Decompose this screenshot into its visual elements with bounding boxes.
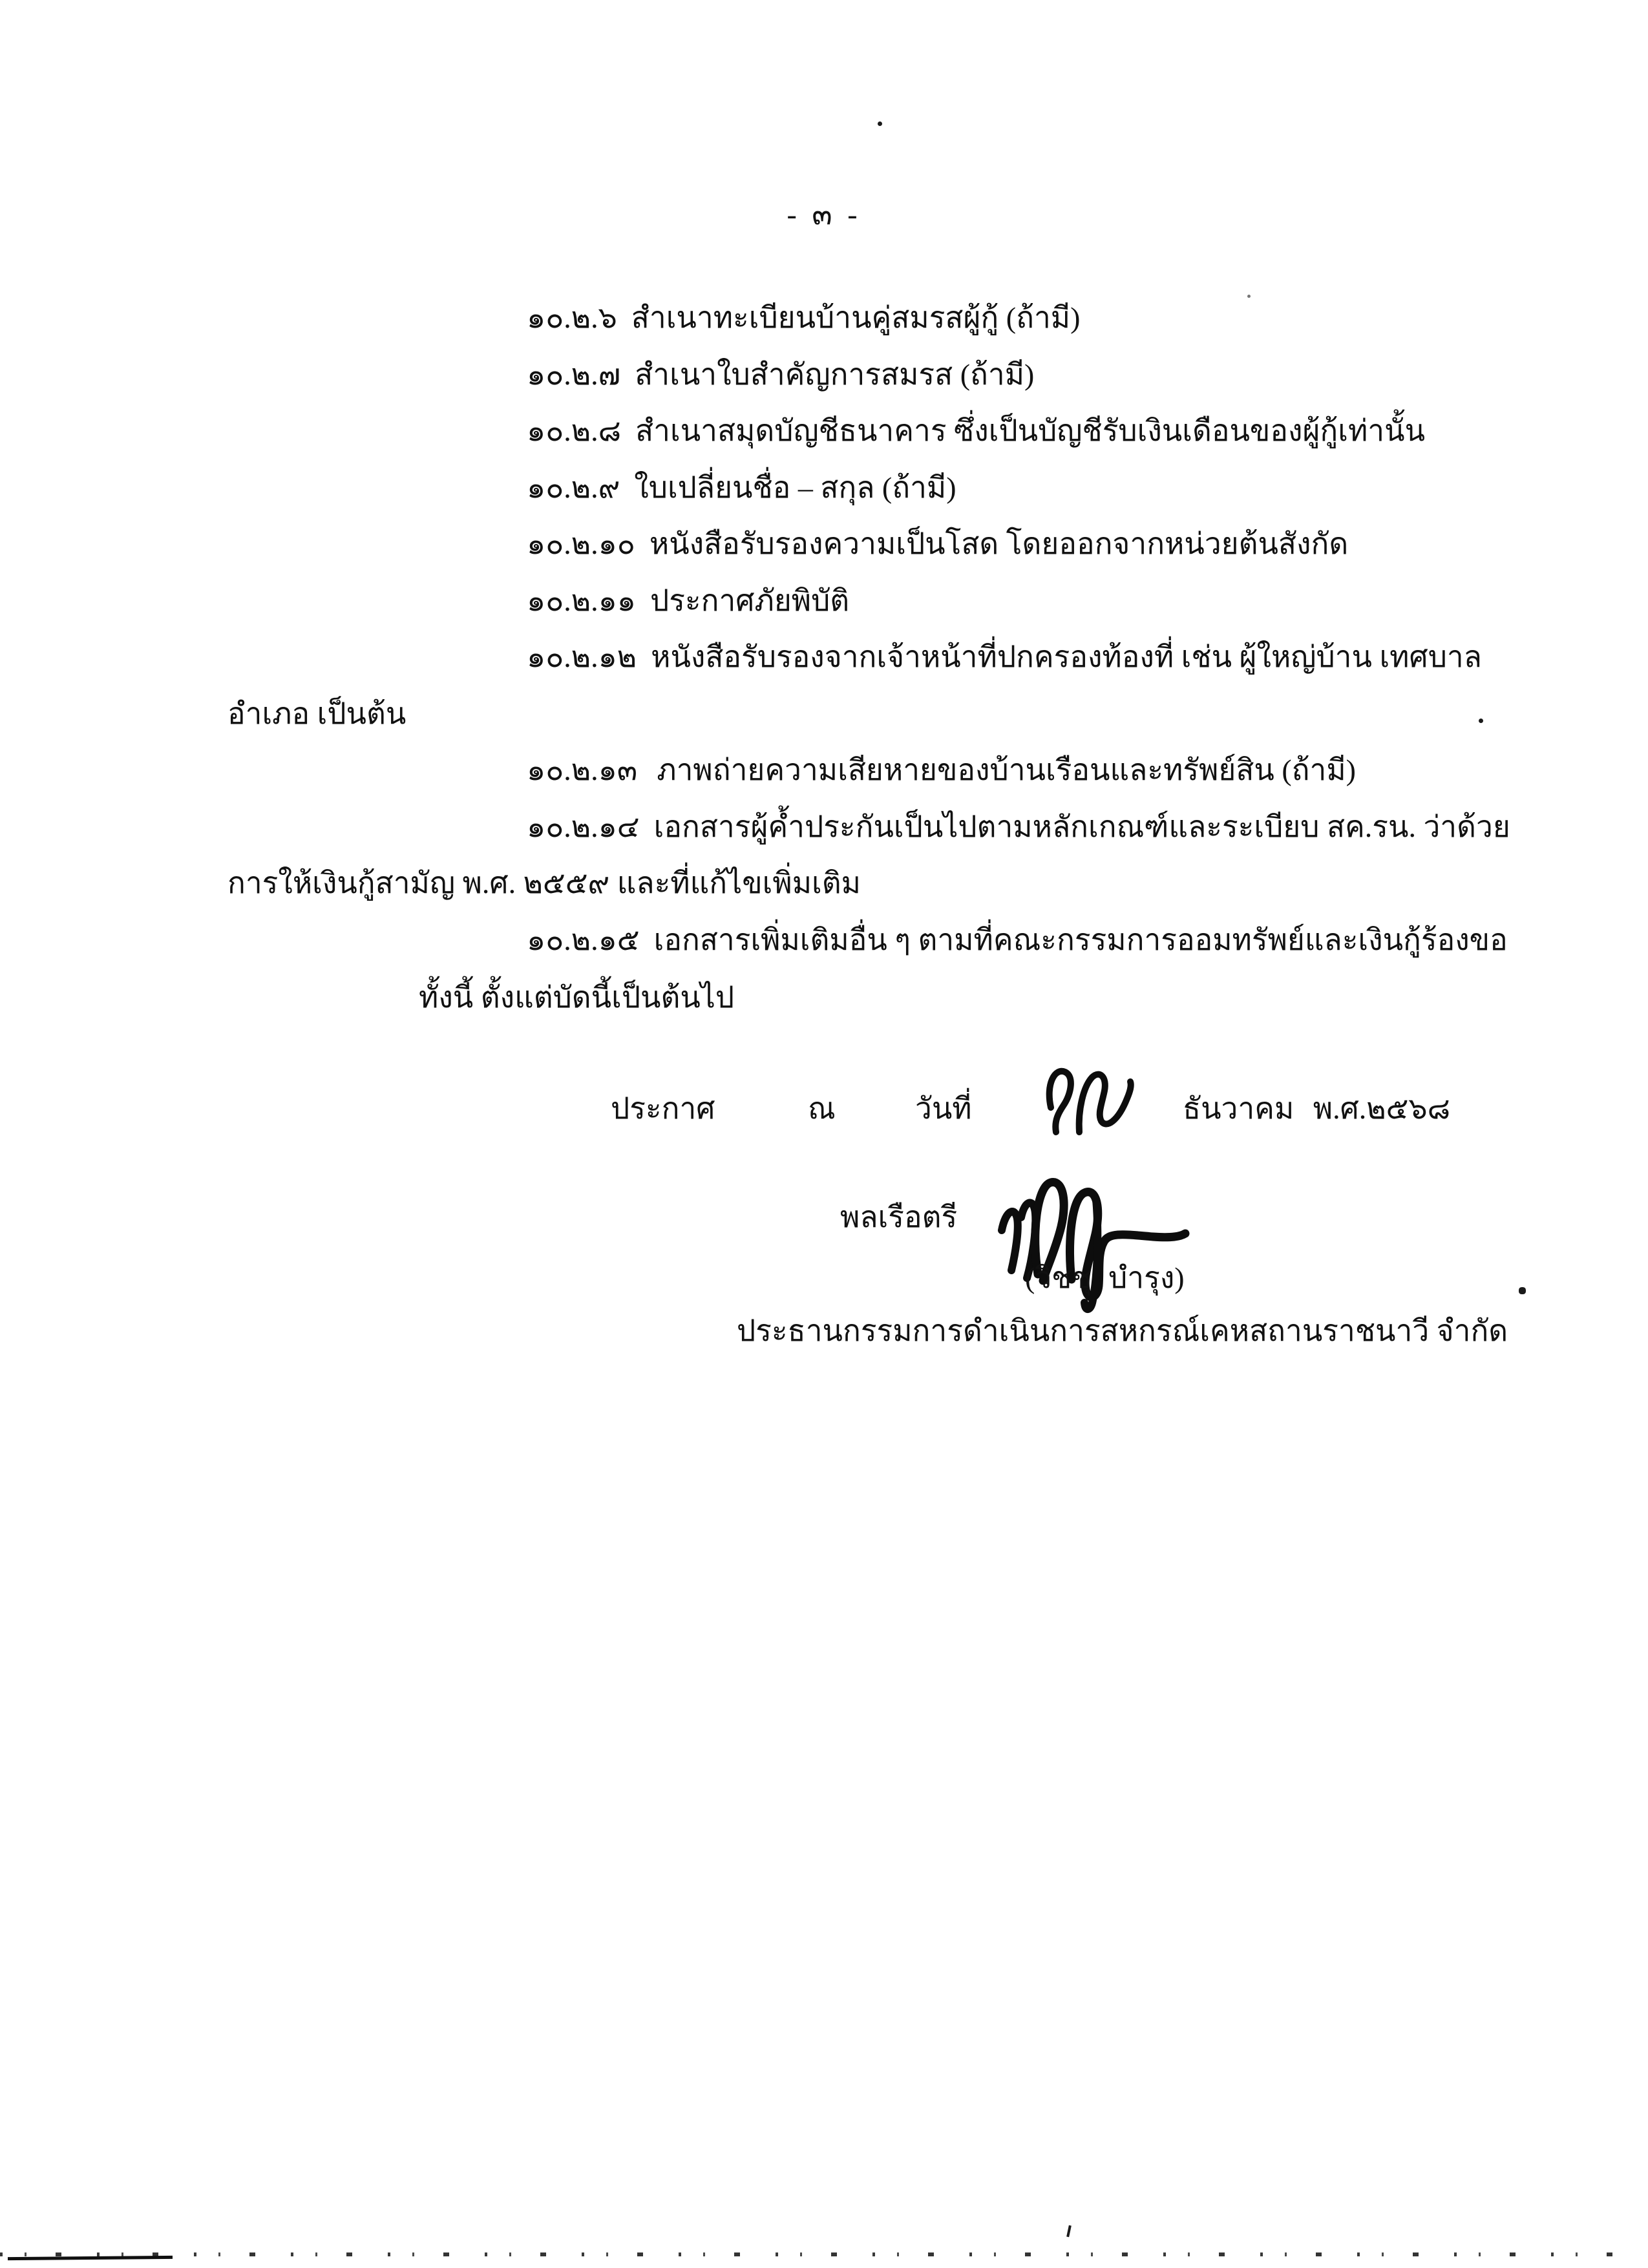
signatory-rank: พลเรือตรี	[840, 1201, 958, 1234]
item-number: ๑๐.๒.๑๓	[527, 753, 638, 786]
promulgation-date-word: วันที่	[915, 1092, 972, 1125]
scan-artifact-line-left	[8, 2256, 173, 2260]
scan-artifact-line	[0, 2252, 1648, 2256]
list-item	[527, 580, 849, 622]
item-text: หนังสือรับรองความเป็นโสด โดยออกจากหน่วยต้นสังกัด	[649, 527, 1349, 560]
item-continuation: การให้เงินกู้สามัญ พ.ศ. ๒๕๕๙ และที่แก้ไขเพิ่มเติม	[227, 866, 861, 899]
page-number: - ๓ -	[787, 198, 861, 231]
item-number: ๑๐.๒.๑๑	[527, 584, 636, 617]
item-number: ๑๐.๒.๖	[527, 301, 617, 334]
list-item	[527, 919, 1508, 961]
signatory-title: ประธานกรรมการดำเนินการสหกรณ์เคหสถานราชนาวี จำกัด	[737, 1314, 1508, 1347]
list-item	[527, 523, 1348, 565]
scan-speck	[1479, 719, 1483, 723]
item-text: ประกาศภัยพิบัติ	[650, 584, 850, 617]
item-number: ๑๐.๒.๑๐	[527, 527, 635, 560]
scan-speck	[1247, 295, 1251, 298]
item-number: ๑๐.๒.๑๒	[527, 640, 637, 673]
list-item	[527, 354, 1034, 395]
list-item	[527, 297, 1080, 339]
item-text: ภาพถ่ายความเสียหายของบ้านเรือนและทรัพย์สิน (ถ้ามี)	[657, 753, 1356, 786]
list-item	[527, 467, 956, 509]
list-item	[527, 806, 1510, 848]
scan-speck	[878, 121, 882, 126]
item-text: สำเนาสมุดบัญชีธนาคาร ซึ่งเป็นบัญชีรับเงินเดือนของผู้กู้เท่านั้น	[635, 414, 1426, 447]
item-text: เอกสารเพิ่มเติมอื่น ๆ ตามที่คณะกรรมการออมทรัพย์และเงินกู้ร้องขอ	[653, 923, 1508, 956]
promulgation-announce-word: ประกาศ	[611, 1092, 715, 1125]
promulgation-at-word: ณ	[808, 1092, 836, 1125]
item-text: สำเนาทะเบียนบ้านคู่สมรสผู้กู้ (ถ้ามี)	[631, 301, 1081, 334]
item-number: ๑๐.๒.๑๕	[527, 923, 640, 956]
scan-speck	[1519, 1287, 1526, 1294]
closing-note: ทั้งนี้ ตั้งแต่บัดนี้เป็นต้นไป	[419, 981, 735, 1014]
list-item	[527, 410, 1425, 452]
scan-artifact-tick	[1066, 2225, 1072, 2237]
list-item	[527, 636, 1482, 678]
item-number: ๑๐.๒.๗	[527, 358, 621, 391]
item-continuation: อำเภอ เป็นต้น	[227, 697, 407, 730]
item-text: หนังสือรับรองจากเจ้าหน้าที่ปกครองท้องที่ เช่น ผู้ใหญ่บ้าน เทศบาล	[651, 640, 1482, 673]
item-number: ๑๐.๒.๙	[527, 471, 620, 504]
item-text: สำเนาใบสำคัญการสมรส (ถ้ามี)	[635, 358, 1035, 391]
item-text: เอกสารผู้ค้ำประกันเป็นไปตามหลักเกณฑ์และระเบียบ สค.รน. ว่าด้วย	[653, 810, 1510, 843]
item-text: ใบเปลี่ยนชื่อ – สกุล (ถ้ามี)	[634, 471, 956, 504]
list-item	[527, 750, 1356, 791]
item-number: ๑๐.๒.๘	[527, 414, 622, 447]
promulgation-month-year: ธันวาคม พ.ศ.๒๕๖๘	[1183, 1092, 1451, 1125]
signatory-name: (วิชชุ บำรุง)	[1025, 1261, 1185, 1294]
item-number: ๑๐.๒.๑๔	[527, 810, 640, 843]
